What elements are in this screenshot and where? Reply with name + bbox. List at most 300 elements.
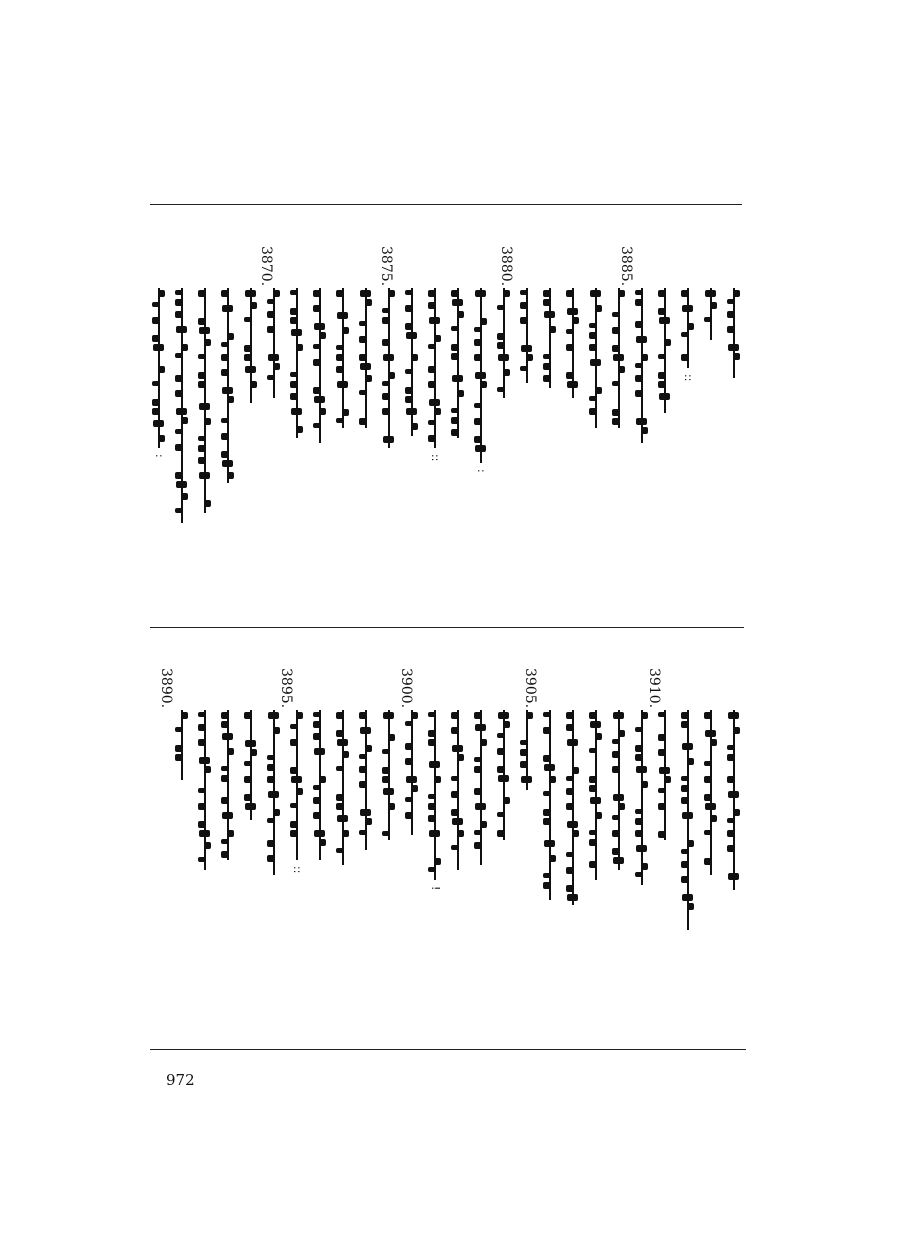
script-glyph bbox=[244, 345, 252, 352]
script-punctuation bbox=[152, 454, 166, 468]
script-glyph bbox=[198, 857, 206, 862]
script-glyph bbox=[198, 821, 206, 828]
script-glyph bbox=[589, 785, 597, 792]
script-text-line bbox=[313, 288, 327, 443]
script-glyph bbox=[543, 727, 551, 734]
script-text-line bbox=[520, 288, 534, 383]
script-glyph bbox=[336, 354, 344, 361]
script-glyph bbox=[497, 733, 505, 738]
script-glyph bbox=[474, 712, 482, 719]
script-text-line bbox=[704, 288, 718, 340]
script-glyph bbox=[152, 302, 160, 307]
script-glyph bbox=[313, 733, 321, 740]
script-text-line bbox=[681, 710, 695, 930]
script-text-line bbox=[175, 710, 189, 780]
script-glyph bbox=[336, 345, 344, 350]
script-text-line bbox=[474, 710, 488, 865]
script-glyph bbox=[543, 375, 551, 382]
script-glyph bbox=[382, 393, 390, 400]
script-glyph bbox=[313, 721, 321, 728]
script-glyph bbox=[612, 848, 620, 855]
script-glyph bbox=[406, 408, 417, 415]
script-glyph bbox=[681, 849, 689, 854]
script-glyph bbox=[429, 830, 440, 837]
script-glyph bbox=[658, 712, 666, 717]
script-glyph bbox=[314, 830, 325, 837]
script-glyph bbox=[658, 290, 666, 297]
script-text-line bbox=[497, 710, 511, 840]
script-glyph bbox=[198, 354, 206, 359]
script-glyph bbox=[612, 815, 620, 820]
script-glyph bbox=[520, 290, 528, 295]
script-glyph bbox=[360, 363, 371, 370]
script-glyph bbox=[589, 408, 597, 415]
script-glyph bbox=[411, 785, 418, 792]
script-glyph bbox=[566, 885, 574, 892]
script-glyph bbox=[336, 730, 344, 737]
script-glyph bbox=[175, 727, 183, 732]
script-glyph bbox=[681, 785, 689, 792]
script-glyph bbox=[636, 845, 647, 852]
script-glyph bbox=[635, 363, 643, 368]
script-text-line bbox=[451, 288, 465, 438]
script-glyph bbox=[382, 317, 390, 324]
script-text-line bbox=[244, 710, 258, 820]
script-glyph bbox=[475, 724, 486, 731]
script-glyph bbox=[526, 354, 533, 361]
script-glyph bbox=[572, 767, 579, 774]
script-glyph bbox=[365, 745, 372, 752]
script-glyph bbox=[342, 751, 349, 758]
script-glyph bbox=[733, 353, 740, 360]
script-glyph bbox=[451, 408, 459, 413]
punctuation-mark: : bbox=[153, 454, 166, 458]
script-glyph bbox=[457, 311, 464, 318]
script-glyph bbox=[365, 299, 372, 306]
script-glyph bbox=[405, 323, 413, 330]
script-punctuation bbox=[290, 866, 304, 880]
script-glyph bbox=[267, 311, 275, 318]
script-text-line bbox=[612, 710, 626, 870]
script-text-line bbox=[382, 288, 396, 448]
script-glyph bbox=[176, 326, 187, 333]
script-glyph bbox=[359, 321, 367, 326]
script-glyph bbox=[267, 776, 275, 783]
script-glyph bbox=[428, 730, 436, 737]
script-glyph bbox=[612, 766, 620, 773]
punctuation-mark: :: bbox=[291, 866, 304, 874]
script-glyph bbox=[204, 339, 211, 346]
script-glyph bbox=[451, 791, 459, 798]
script-text-line bbox=[589, 710, 603, 880]
script-glyph bbox=[152, 335, 160, 342]
script-glyph bbox=[428, 435, 436, 442]
script-glyph bbox=[687, 758, 694, 765]
script-text-line bbox=[727, 710, 741, 890]
script-glyph bbox=[428, 803, 436, 810]
script-glyph bbox=[405, 758, 413, 765]
script-glyph bbox=[710, 815, 717, 822]
line-number: 3900. bbox=[398, 668, 414, 709]
script-glyph bbox=[636, 418, 647, 425]
script-glyph bbox=[221, 775, 229, 782]
script-glyph bbox=[244, 712, 252, 719]
script-glyph bbox=[710, 302, 717, 309]
script-glyph bbox=[221, 797, 229, 804]
script-glyph bbox=[204, 766, 211, 773]
script-glyph bbox=[590, 797, 601, 804]
script-glyph bbox=[589, 712, 597, 719]
script-glyph bbox=[727, 754, 735, 761]
script-glyph bbox=[290, 739, 298, 746]
script-glyph bbox=[175, 290, 183, 295]
script-glyph bbox=[474, 788, 482, 795]
script-glyph bbox=[664, 776, 671, 783]
script-glyph bbox=[727, 299, 735, 304]
script-glyph bbox=[543, 299, 551, 306]
script-glyph bbox=[405, 387, 413, 394]
script-glyph bbox=[567, 739, 578, 746]
script-glyph bbox=[590, 721, 601, 728]
script-glyph bbox=[290, 830, 298, 837]
script-stem bbox=[273, 288, 275, 398]
script-glyph bbox=[681, 354, 689, 361]
script-glyph bbox=[526, 712, 533, 719]
script-glyph bbox=[245, 803, 256, 810]
script-glyph bbox=[268, 354, 279, 361]
script-glyph bbox=[204, 418, 211, 425]
script-glyph bbox=[199, 757, 210, 764]
script-glyph bbox=[405, 721, 413, 726]
script-glyph bbox=[268, 791, 279, 798]
script-glyph bbox=[198, 290, 206, 297]
line-number: 3910. bbox=[646, 668, 662, 709]
script-glyph bbox=[290, 290, 298, 295]
script-glyph bbox=[181, 417, 188, 424]
script-glyph bbox=[244, 794, 252, 801]
script-glyph bbox=[250, 302, 257, 309]
script-glyph bbox=[204, 500, 211, 507]
script-glyph bbox=[521, 776, 532, 783]
script-glyph bbox=[388, 803, 395, 810]
script-glyph bbox=[544, 764, 555, 771]
script-glyph bbox=[406, 332, 417, 339]
script-glyph bbox=[290, 803, 298, 808]
script-glyph bbox=[337, 815, 348, 822]
script-glyph bbox=[589, 332, 597, 339]
script-glyph bbox=[199, 472, 210, 479]
script-glyph bbox=[503, 797, 510, 804]
script-glyph bbox=[589, 830, 597, 835]
script-glyph bbox=[359, 418, 367, 425]
script-glyph bbox=[227, 748, 234, 755]
script-glyph bbox=[613, 354, 624, 361]
script-glyph bbox=[152, 381, 160, 386]
script-glyph bbox=[296, 712, 303, 719]
script-glyph bbox=[313, 305, 321, 312]
script-glyph bbox=[250, 381, 257, 388]
script-glyph bbox=[567, 381, 578, 388]
script-glyph bbox=[664, 339, 671, 346]
script-glyph bbox=[618, 730, 625, 737]
script-glyph bbox=[359, 766, 367, 773]
script-glyph bbox=[452, 299, 463, 306]
script-glyph bbox=[503, 290, 510, 297]
script-text-line bbox=[727, 288, 741, 378]
script-glyph bbox=[474, 403, 482, 408]
script-glyph bbox=[567, 821, 578, 828]
script-text-line bbox=[681, 288, 695, 368]
script-glyph bbox=[635, 830, 643, 837]
script-glyph bbox=[543, 818, 551, 825]
script-glyph bbox=[314, 323, 325, 330]
script-glyph bbox=[244, 761, 252, 766]
script-glyph bbox=[360, 809, 371, 816]
script-glyph bbox=[635, 809, 643, 814]
script-glyph bbox=[199, 830, 210, 837]
script-glyph bbox=[549, 326, 556, 333]
script-glyph bbox=[682, 305, 693, 312]
script-glyph bbox=[336, 766, 344, 771]
script-glyph bbox=[313, 387, 321, 394]
script-glyph bbox=[635, 321, 643, 328]
script-glyph bbox=[250, 749, 257, 756]
script-glyph bbox=[452, 745, 463, 752]
script-glyph bbox=[612, 381, 620, 386]
script-glyph bbox=[452, 818, 463, 825]
script-glyph bbox=[411, 712, 418, 719]
script-glyph bbox=[497, 748, 505, 755]
script-glyph bbox=[457, 830, 464, 837]
script-glyph bbox=[728, 791, 739, 798]
script-glyph bbox=[543, 354, 551, 359]
script-glyph bbox=[566, 776, 574, 781]
script-glyph bbox=[267, 855, 275, 862]
script-glyph bbox=[273, 809, 280, 816]
script-glyph bbox=[296, 426, 303, 433]
script-text-line bbox=[290, 710, 304, 860]
script-glyph bbox=[198, 712, 206, 717]
script-glyph bbox=[474, 339, 482, 346]
script-glyph bbox=[153, 420, 164, 427]
script-glyph bbox=[221, 354, 229, 361]
script-glyph bbox=[434, 776, 441, 783]
script-glyph bbox=[336, 712, 344, 719]
script-glyph bbox=[728, 873, 739, 880]
script-glyph bbox=[480, 821, 487, 828]
script-glyph bbox=[589, 839, 597, 846]
script-glyph bbox=[543, 712, 551, 717]
script-glyph bbox=[405, 305, 413, 312]
script-glyph bbox=[428, 815, 436, 822]
script-glyph bbox=[451, 344, 459, 351]
script-glyph bbox=[727, 776, 735, 783]
script-glyph bbox=[267, 764, 275, 771]
script-glyph bbox=[589, 861, 597, 868]
script-glyph bbox=[336, 418, 344, 423]
script-glyph bbox=[589, 344, 597, 351]
script-glyph bbox=[313, 785, 321, 790]
script-glyph bbox=[268, 712, 279, 719]
script-glyph bbox=[365, 375, 372, 382]
script-glyph bbox=[451, 776, 459, 781]
script-text-line bbox=[451, 710, 465, 870]
top-rule bbox=[150, 204, 742, 205]
script-glyph bbox=[641, 712, 648, 719]
script-glyph bbox=[313, 812, 321, 819]
script-glyph bbox=[382, 381, 390, 386]
script-glyph bbox=[291, 408, 302, 415]
script-glyph bbox=[175, 472, 183, 479]
bottom-rule bbox=[150, 1049, 746, 1050]
script-glyph bbox=[474, 830, 482, 835]
script-glyph bbox=[498, 775, 509, 782]
script-glyph bbox=[474, 766, 482, 773]
script-glyph bbox=[658, 788, 666, 793]
script-glyph bbox=[227, 396, 234, 403]
script-glyph bbox=[474, 842, 482, 849]
script-glyph bbox=[704, 776, 712, 783]
script-glyph bbox=[457, 390, 464, 397]
script-text-line bbox=[474, 288, 488, 463]
script-glyph bbox=[175, 745, 183, 752]
script-glyph bbox=[428, 420, 436, 425]
script-glyph bbox=[543, 755, 551, 762]
script-glyph bbox=[359, 754, 367, 759]
script-glyph bbox=[221, 451, 229, 458]
script-glyph bbox=[635, 375, 643, 382]
script-glyph bbox=[635, 754, 643, 761]
script-glyph bbox=[474, 354, 482, 361]
punctuation-mark: : bbox=[475, 469, 488, 473]
script-glyph bbox=[382, 308, 390, 313]
punctuation-mark: :: bbox=[682, 374, 695, 382]
script-glyph bbox=[428, 381, 436, 388]
line-number: 3880. bbox=[498, 246, 514, 287]
script-glyph bbox=[480, 381, 487, 388]
script-glyph bbox=[176, 408, 187, 415]
script-glyph bbox=[176, 481, 187, 488]
script-glyph bbox=[733, 727, 740, 734]
script-glyph bbox=[152, 408, 160, 415]
script-glyph bbox=[175, 311, 183, 318]
script-text-line bbox=[359, 288, 373, 428]
script-glyph bbox=[221, 766, 229, 771]
script-glyph bbox=[405, 369, 413, 374]
script-punctuation bbox=[681, 374, 695, 388]
script-glyph bbox=[635, 818, 643, 825]
script-glyph bbox=[474, 418, 482, 425]
script-glyph bbox=[520, 740, 528, 745]
script-glyph bbox=[475, 372, 486, 379]
script-glyph bbox=[360, 290, 371, 297]
script-text-line bbox=[658, 288, 672, 413]
script-punctuation bbox=[474, 469, 488, 483]
script-glyph bbox=[659, 393, 670, 400]
script-text-line bbox=[221, 710, 235, 860]
script-glyph bbox=[728, 712, 739, 719]
script-glyph bbox=[687, 903, 694, 910]
script-glyph bbox=[658, 831, 666, 838]
script-glyph bbox=[290, 724, 298, 729]
script-glyph bbox=[497, 812, 505, 817]
script-glyph bbox=[222, 387, 233, 394]
script-glyph bbox=[543, 873, 551, 878]
script-stem bbox=[641, 710, 643, 885]
script-glyph bbox=[296, 344, 303, 351]
script-glyph bbox=[613, 794, 624, 801]
script-glyph bbox=[451, 429, 459, 436]
script-glyph bbox=[641, 863, 648, 870]
script-glyph bbox=[589, 776, 597, 783]
script-glyph bbox=[681, 712, 689, 719]
script-glyph bbox=[319, 839, 326, 846]
script-glyph bbox=[635, 745, 643, 752]
script-glyph bbox=[520, 761, 528, 768]
script-glyph bbox=[383, 354, 394, 361]
script-glyph bbox=[245, 366, 256, 373]
script-glyph bbox=[273, 290, 280, 297]
script-glyph bbox=[411, 423, 418, 430]
script-glyph bbox=[290, 381, 298, 388]
script-glyph bbox=[198, 457, 206, 464]
script-glyph bbox=[451, 712, 459, 719]
script-glyph bbox=[175, 444, 183, 451]
script-glyph bbox=[428, 344, 436, 349]
script-glyph bbox=[704, 830, 712, 835]
script-glyph bbox=[222, 812, 233, 819]
script-glyph bbox=[727, 745, 735, 750]
script-glyph bbox=[566, 867, 574, 874]
script-text-line bbox=[244, 288, 258, 403]
script-text-line bbox=[658, 710, 672, 840]
script-glyph bbox=[198, 318, 206, 325]
script-glyph bbox=[198, 739, 206, 746]
script-glyph bbox=[543, 363, 551, 370]
script-glyph bbox=[618, 366, 625, 373]
script-glyph bbox=[158, 435, 165, 442]
script-glyph bbox=[727, 830, 735, 837]
script-glyph bbox=[153, 344, 164, 351]
script-glyph bbox=[405, 290, 413, 295]
script-glyph bbox=[245, 740, 256, 747]
script-glyph bbox=[388, 290, 395, 297]
script-glyph bbox=[659, 317, 670, 324]
script-glyph bbox=[290, 308, 298, 315]
script-glyph bbox=[290, 821, 298, 828]
script-glyph bbox=[641, 781, 648, 788]
script-glyph bbox=[382, 767, 390, 774]
script-glyph bbox=[383, 436, 394, 443]
script-glyph bbox=[337, 739, 348, 746]
script-glyph bbox=[296, 788, 303, 795]
script-glyph bbox=[428, 712, 436, 717]
script-text-line bbox=[198, 288, 212, 513]
script-text-line bbox=[175, 288, 189, 523]
script-glyph bbox=[383, 712, 394, 719]
script-text-line bbox=[198, 710, 212, 870]
script-glyph bbox=[221, 418, 229, 423]
script-glyph bbox=[198, 381, 206, 388]
script-glyph bbox=[566, 372, 574, 379]
script-glyph bbox=[382, 339, 390, 346]
script-glyph bbox=[221, 290, 229, 297]
script-glyph bbox=[566, 724, 574, 731]
script-punctuation bbox=[428, 454, 442, 468]
script-glyph bbox=[566, 344, 574, 351]
line-number: 3895. bbox=[278, 668, 294, 709]
script-glyph bbox=[429, 399, 440, 406]
